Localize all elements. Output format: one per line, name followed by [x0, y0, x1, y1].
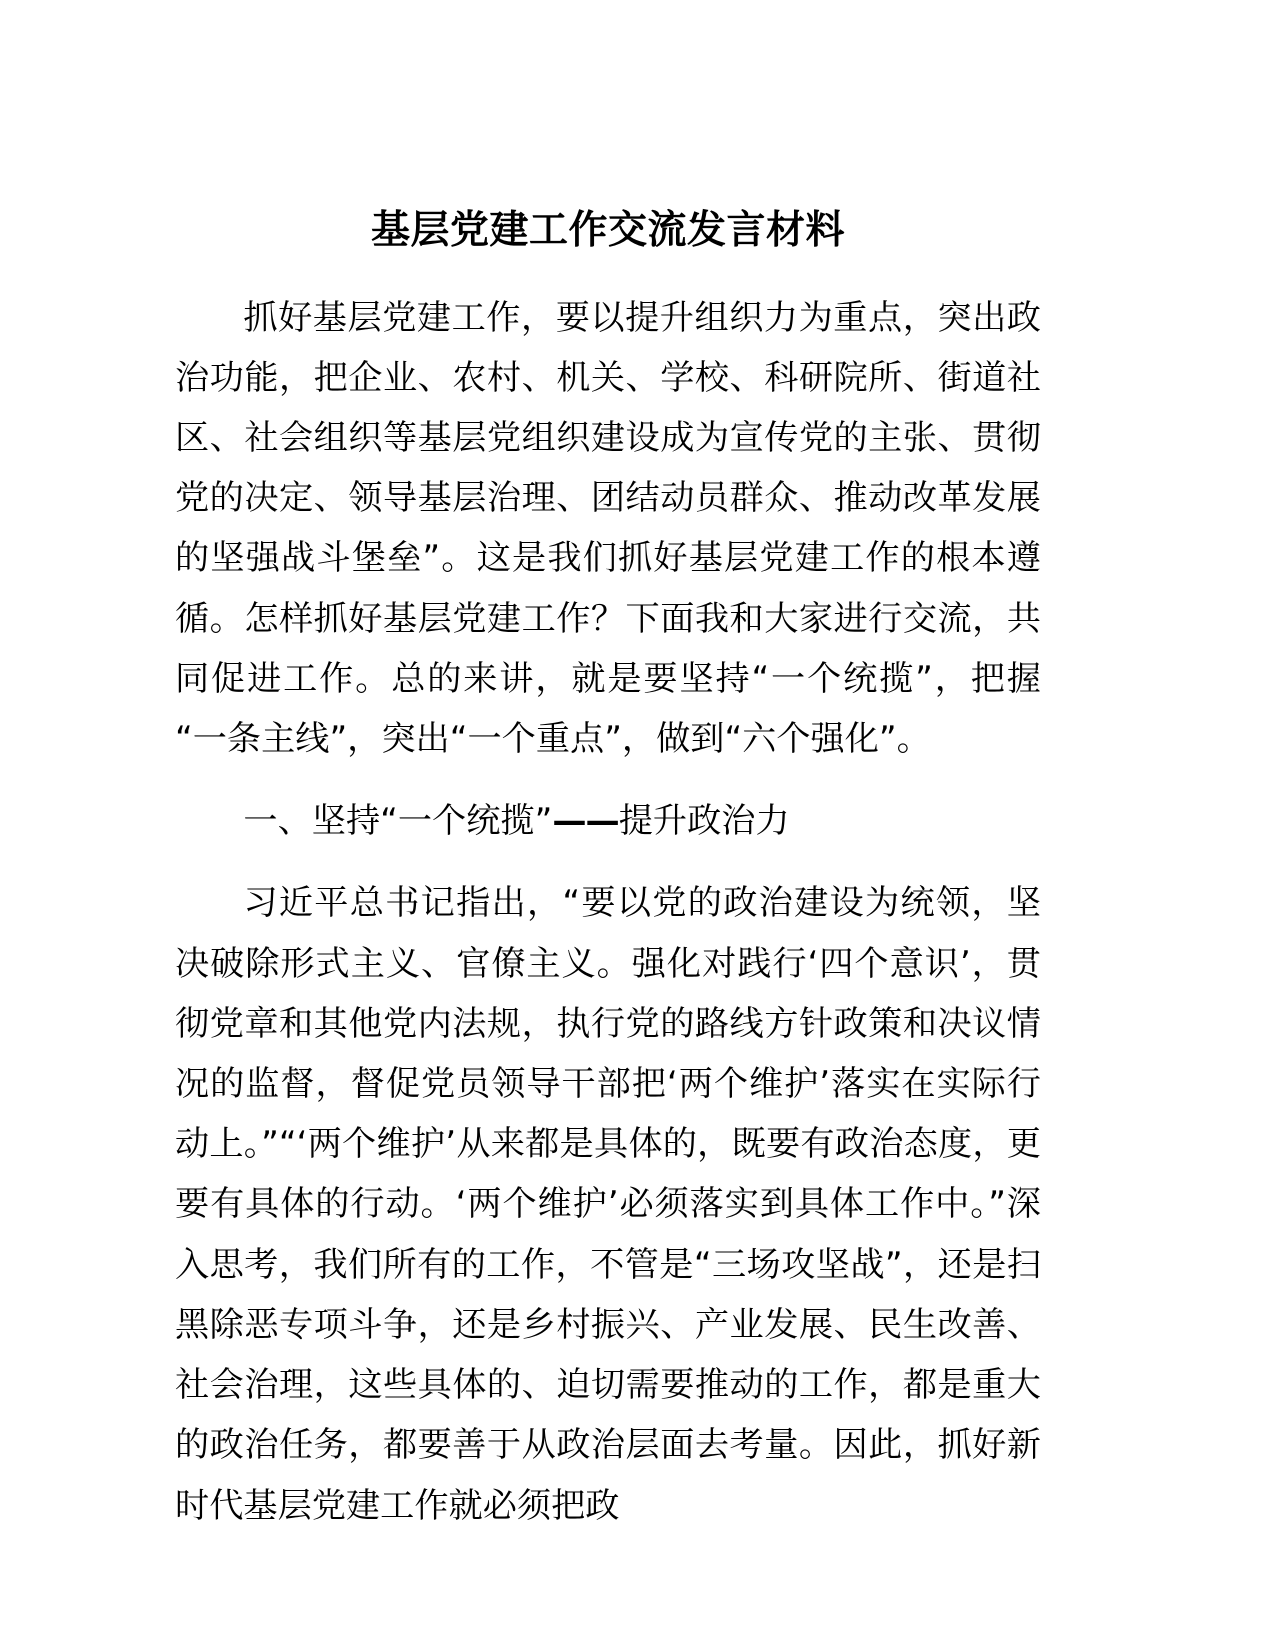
section-heading-one [175, 769, 1041, 873]
section-heading-suffix: 提升政治力 [618, 801, 790, 842]
section-heading-dash: —— [552, 801, 619, 842]
paragraph-intro: 抓好基层党建工作，要以提升组织力为重点，突出政治功能，把企业、农村、机关、学校、科研院所、街道社区、社会组织等基层党组织建设成为宣传党的主张、贯彻党的决定、领导基层治理、团结动员群众、推动改革发展的坚强战斗堡垒”。这是我们抓好基层党建工作的根本遵循。怎样抓好基层党建工作？下面我和大家进行交流，共同促进工作。总的来讲，就是要坚持“一个统揽”，把握“一条主线”，突出“一个重点”，做到“六个强化”。 [175, 297, 1041, 760]
document-content [175, 0, 1041, 1536]
paragraph-section-one-body: 习近平总书记指出，“要以党的政治建设为统领，坚决破除形式主义、官僚主义。强化对践行‘四个意识’，贯彻党章和其他党内法规，执行党的路线方针政策和决议情况的监督，督促党员领导干部把‘两个维护’落实在实际行动上。”“‘两个维护’从来都是具体的，既要有政治态度，更要有具体的行动。‘两个维护’必须落实到具体工作中。”深入思考，我们所有的工作，不管是“三场攻坚战”，还是扫黑除恶专项斗争，还是乡村振兴、产业发展、民生改善、社会治理，这些具体的、迫切需要推动的工作，都是重大的政治任务，都要善于从政治层面去考量。因此，抓好新时代基层党建工作就必须把政 [175, 883, 1041, 1526]
page-title: 基层党建工作交流发言材料 [370, 208, 845, 253]
section-heading-prefix: 一、坚持“一个统揽” [243, 801, 553, 842]
